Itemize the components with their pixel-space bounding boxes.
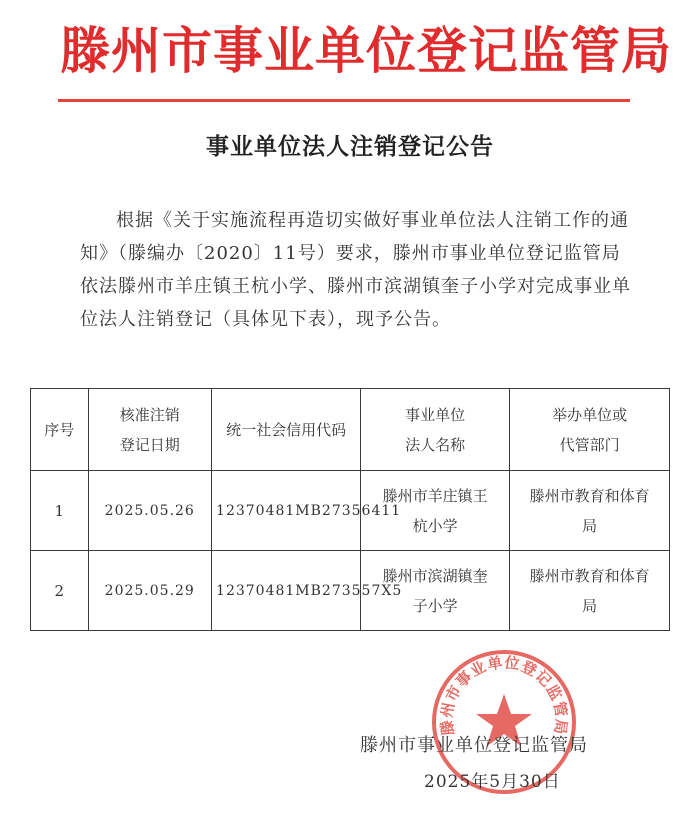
signature-date: 2025年5月30日 [424, 772, 561, 792]
issuing-org-header: 滕州市事业单位登记监管局 [60, 22, 672, 80]
table-header-row [31, 389, 670, 471]
cell-no: 2 [31, 551, 89, 631]
cell-name: 滕州市羊庄镇王 杭小学 [361, 471, 510, 551]
header-cell-name: 事业单位 法人名称 [361, 389, 510, 471]
notice-body: 根据《关于实施流程再造切实做好事业单位法人注销工作的通知》（滕编办〔2020〕11号）要求，滕州市事业单位登记监管局依法滕州市羊庄镇王杭小学、滕州市滨湖镇奎子小学对完成事业单位法人注销登记（具体见下表），现予公告。 [80, 210, 631, 330]
cell-dept: 滕州市教育和体育 局 [510, 471, 670, 551]
header-cell-dept: 举办单位或 代管部门 [510, 389, 670, 471]
cancellation-table [30, 388, 670, 631]
header-cell-code: 统一社会信用代码 [212, 389, 361, 471]
cell-no: 1 [31, 471, 89, 551]
cell-dept: 滕州市教育和体育 局 [510, 551, 670, 631]
header-cell-no: 序号 [31, 389, 89, 471]
seal-text: 滕州市事业单位登记监管局 [437, 653, 571, 737]
cell-date: 2025.05.29 [88, 551, 212, 631]
table-row [31, 471, 670, 551]
header-cell-date: 核准注销 登记日期 [88, 389, 212, 471]
cell-date: 2025.05.26 [88, 471, 212, 551]
notice-title: 事业单位法人注销登记公告 [206, 134, 494, 160]
table-row [31, 551, 670, 631]
signature-org: 滕州市事业单位登记监管局 [360, 735, 588, 756]
cell-name: 滕州市滨湖镇奎 子小学 [361, 551, 510, 631]
cell-code: 12370481MB27356411 [212, 471, 361, 551]
header-red-rule [58, 99, 630, 102]
cell-code: 12370481MB273557X5 [212, 551, 361, 631]
